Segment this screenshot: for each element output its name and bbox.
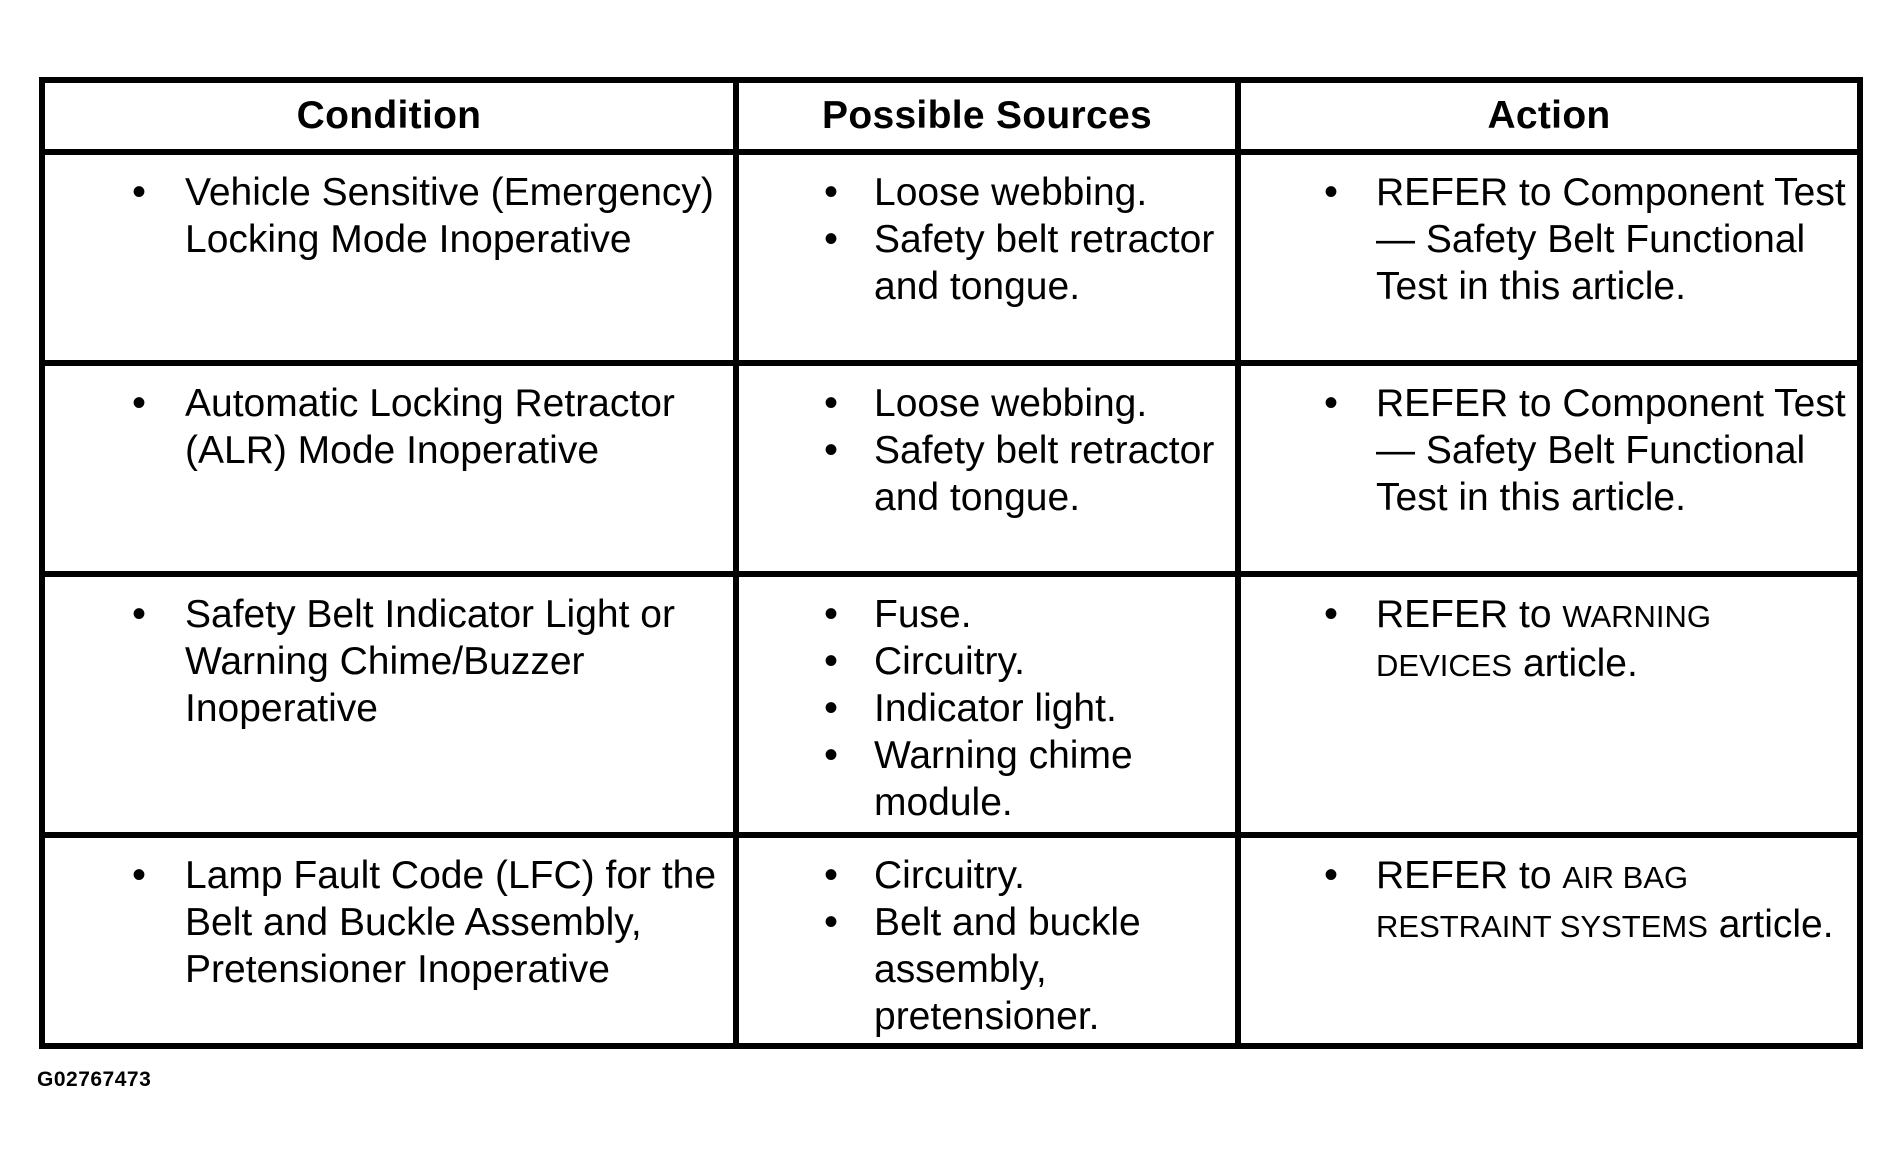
action-cell xyxy=(1238,152,1860,363)
action-item xyxy=(1241,591,1857,689)
condition-item: • Vehicle Sensitive (Emergency) Locking Mode Inoperative xyxy=(45,169,733,263)
table-row xyxy=(42,835,1860,1046)
action-text-suffix: article. xyxy=(1707,903,1834,946)
header-row xyxy=(42,80,1860,152)
sources-cell xyxy=(736,835,1238,1046)
source-item: • Loose webbing. xyxy=(739,169,1235,216)
sources-cell xyxy=(736,363,1238,574)
sources-cell xyxy=(736,152,1238,363)
action-cell xyxy=(1238,574,1860,835)
source-item: • Circuitry. xyxy=(739,638,1235,685)
condition-item: • Lamp Fault Code (LFC) for the Belt and Buckle Assembly, Pretensioner Inoperative xyxy=(45,852,733,993)
source-item: • Fuse. xyxy=(739,591,1235,638)
condition-cell xyxy=(42,574,736,835)
sources-cell xyxy=(736,574,1238,835)
article-reference: WARNING DEVICES xyxy=(1376,599,1712,683)
action-text-suffix: article. xyxy=(1512,642,1638,685)
action-item xyxy=(1241,852,1857,950)
header-possible-sources: Possible Sources xyxy=(736,80,1238,152)
article-reference: AIR BAG RESTRAINT SYSTEMS xyxy=(1376,860,1708,944)
header-condition: Condition xyxy=(42,80,736,152)
table-row xyxy=(42,152,1860,363)
condition-item: • Safety Belt Indicator Light or Warning Chime/Buzzer Inoperative xyxy=(45,591,733,732)
source-item: • Indicator light. xyxy=(739,685,1235,732)
action-cell xyxy=(1238,363,1860,574)
action-text: REFER to Component Test — Safety Belt Functional Test in this article. xyxy=(1376,382,1846,519)
figure-id: G02767473 xyxy=(37,1068,152,1091)
action-item xyxy=(1241,380,1857,521)
table-row xyxy=(42,574,1860,835)
action-item xyxy=(1241,169,1857,310)
condition-item: • Automatic Locking Retractor (ALR) Mode Inoperative xyxy=(45,380,733,474)
condition-cell xyxy=(42,152,736,363)
source-item: • Safety belt retractor and tongue. xyxy=(739,427,1235,521)
source-item: • Loose webbing. xyxy=(739,380,1235,427)
action-text: REFER to xyxy=(1376,854,1563,897)
header-action: Action xyxy=(1238,80,1860,152)
table-row xyxy=(42,363,1860,574)
source-item: • Warning chime module. xyxy=(739,732,1235,826)
action-cell xyxy=(1238,835,1860,1046)
diagnosis-table xyxy=(39,77,1863,1049)
source-item: • Belt and buckle assembly, pretensioner. xyxy=(739,899,1235,1040)
action-text: REFER to xyxy=(1376,593,1563,636)
condition-cell xyxy=(42,363,736,574)
action-text: REFER to Component Test — Safety Belt Functional Test in this article. xyxy=(1376,171,1846,308)
source-item: • Circuitry. xyxy=(739,852,1235,899)
source-item: • Safety belt retractor and tongue. xyxy=(739,216,1235,310)
condition-cell xyxy=(42,835,736,1046)
